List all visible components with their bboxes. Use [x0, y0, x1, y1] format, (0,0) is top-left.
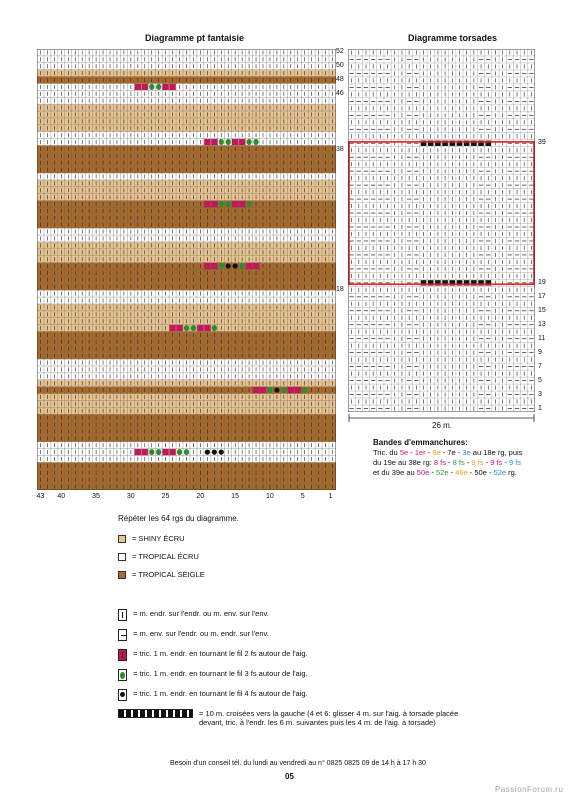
vertical-bar-icon [118, 609, 127, 621]
shiny-ecru-swatch [118, 535, 126, 543]
pink-stitch [169, 325, 175, 331]
pink-stitch [246, 263, 252, 269]
green-stitch [267, 387, 272, 393]
row-number-right: 13 [538, 320, 546, 328]
green-stitch [281, 387, 286, 393]
legend-tropical-seigle [118, 570, 205, 579]
armhole-token: - [440, 448, 448, 457]
armhole-heading: Bandes d'emmanchures: [373, 438, 468, 447]
armhole-token: 9e [432, 448, 441, 457]
left-chart-axis [30, 493, 340, 503]
black-symbol-label: = tric. 1 m. endr. en tournant le fil 4 fs autour de l'aig. [133, 689, 308, 698]
fancy-stitch-chart [37, 49, 336, 490]
armhole-line-3-prefix: et du 39e au [373, 468, 417, 477]
axis-label: 25 [161, 493, 170, 500]
pink-stitch [211, 263, 217, 269]
row-number-right: 3 [538, 390, 542, 398]
knit-symbol-label: = m. endr. sur l'endr. ou m. env. sur l'env. [133, 609, 269, 618]
pink-stitch [176, 325, 182, 331]
pink-stitch [253, 387, 259, 393]
row-number-left: 52 [336, 48, 344, 56]
armhole-line-2 [373, 458, 578, 468]
green-symbol-label: = tric. 1 m. endr. en tournant le fil 3 fs autour de l'aig. [133, 669, 308, 678]
cable-width-label: 26 m. [432, 421, 453, 430]
row-number-right: 1 [538, 404, 542, 412]
green-stitch [239, 263, 244, 269]
row-number-left: 38 [336, 146, 344, 154]
axis-label: 43 [36, 493, 45, 500]
armhole-token: 9 fs [471, 458, 484, 467]
legend-black-symbol [118, 689, 308, 701]
armhole-bands [373, 438, 578, 478]
row-number-left: 46 [336, 90, 344, 98]
armhole-token: 46e [455, 468, 468, 477]
row-number-right: 9 [538, 348, 542, 356]
armhole-token: - [448, 468, 456, 477]
row-number-right: 39 [538, 139, 546, 147]
armhole-token: 52e [435, 468, 449, 477]
green-stitch [184, 325, 189, 331]
green-stitch [149, 449, 154, 455]
watermark: PassionForum.ru [495, 785, 564, 794]
armhole-token: 7e [447, 448, 456, 457]
armhole-token: 50e [416, 468, 430, 477]
armhole-line-1 [373, 448, 578, 458]
axis-label: 5 [300, 493, 305, 500]
axis-label: 1 [328, 493, 333, 500]
axis-label: 15 [231, 493, 239, 500]
pink-stitch [295, 387, 301, 393]
armhole-token: rg. [506, 468, 517, 477]
pink-symbol-label: = tric. 1 m. endr. en tournant le fil 2 fs autour de l'aig. [133, 649, 308, 658]
horizontal-bar-icon [118, 629, 127, 641]
legend-tropical-ecru [118, 552, 199, 561]
row-number-right: 5 [538, 376, 542, 384]
legend-shiny-ecru [118, 534, 185, 543]
armhole-token: 8 fs [433, 458, 446, 467]
black-stitch [212, 449, 217, 454]
purl-symbol-label: = m. env. sur l'endr. ou m. endr. sur l'env. [133, 629, 269, 638]
pink-stitch [239, 139, 245, 145]
legend-pink-symbol [118, 649, 308, 661]
pink-stitch [197, 325, 203, 331]
row-number-left: 48 [336, 76, 344, 84]
axis-label: 30 [126, 493, 135, 500]
width-dimension-line [348, 414, 535, 422]
armhole-token: - [455, 448, 463, 457]
row-number-right: 17 [538, 292, 546, 300]
pink-stitch [135, 449, 141, 455]
row-number-right: 19 [538, 278, 546, 286]
black-stitch [205, 449, 210, 454]
pink-stitch [135, 84, 141, 90]
pink-stitch [204, 325, 210, 331]
cable-chart-row-numbers [330, 45, 570, 420]
pink-stitch [142, 84, 148, 90]
green-stitch [156, 449, 161, 455]
tropical-seigle-swatch [118, 571, 126, 579]
legend-knit-symbol [118, 609, 269, 621]
green-stitch [226, 139, 231, 145]
armhole-token: 8 fs [452, 458, 465, 467]
left-chart-title: Diagramme pt fantaisie [145, 33, 245, 43]
green-stitch [219, 201, 224, 207]
axis-label: 10 [265, 493, 274, 500]
pink-stitch [211, 139, 217, 145]
cable-cross-icon [118, 709, 193, 718]
armhole-token: - [408, 448, 415, 457]
pink-stitch [162, 84, 168, 90]
armhole-token: - [429, 468, 436, 477]
armhole-token: au 18e rg, puis [470, 448, 523, 457]
row-number-right: 7 [538, 362, 542, 370]
pink-stitch [232, 201, 238, 207]
armhole-line-3 [373, 468, 578, 478]
armhole-token: - [445, 458, 453, 467]
green-stitch [253, 139, 258, 145]
axis-label: 35 [92, 493, 100, 500]
tropical-ecru-label: = TROPICAL ÉCRU [132, 552, 199, 561]
pink-stitch [239, 201, 245, 207]
tropical-ecru-swatch [118, 553, 126, 561]
armhole-token: - [425, 448, 433, 457]
tropical-seigle-label: = TROPICAL SEIGLE [132, 570, 205, 579]
green-stitch [219, 263, 224, 269]
pink-stitch [204, 139, 210, 145]
green-stitch [226, 201, 231, 207]
green-stitch [302, 387, 307, 393]
pink-stitch [260, 387, 266, 393]
armhole-token: 9 fs [490, 458, 503, 467]
armhole-token: - [502, 458, 509, 467]
pink-stitch [162, 449, 168, 455]
row-number-right: 11 [538, 334, 546, 342]
right-chart-title: Diagramme torsades [408, 33, 498, 43]
cable-label-1: = 10 m. croisées vers la gauche (4 et 6: glisser 4 m. sur l'aig. à torsade placée [199, 709, 459, 718]
green-stitch [212, 325, 217, 331]
cable-label-2: devant, tric. à l'endr. les 6 m. suivantes puis les 4 m. de l'aig. à torsade) [199, 718, 436, 727]
armhole-token: 1er [414, 448, 426, 457]
pink-stitch [288, 387, 294, 393]
advice-text: Besoin d'un conseil tél. du lundi au vendredi au n° 0825 0825 09 de 14 h à 17 h 30 [170, 760, 426, 767]
axis-label: 40 [57, 493, 66, 500]
legend-green-symbol [118, 669, 308, 681]
armhole-line-1-prefix: Tric. du [373, 448, 400, 457]
pink-stitch [253, 263, 259, 269]
page-number: 05 [285, 772, 294, 781]
axis-label: 20 [196, 493, 205, 500]
repeat-note: Répéter les 64 rgs du diagramme. [118, 514, 239, 523]
green-three-strand-icon [118, 669, 127, 681]
row-number-right: 15 [538, 306, 546, 314]
pink-stitch [204, 263, 210, 269]
green-stitch [219, 139, 224, 145]
pink-stitch [169, 84, 175, 90]
armhole-token: 3e [462, 448, 471, 457]
green-stitch [184, 449, 189, 455]
black-stitch [219, 449, 224, 454]
pink-stitch [142, 449, 148, 455]
green-stitch [246, 139, 251, 145]
pink-stitch [232, 139, 238, 145]
shiny-ecru-label: = SHINY ÉCRU [132, 534, 185, 543]
armhole-token: 5e [399, 448, 409, 457]
black-stitch [226, 263, 231, 268]
row-number-left: 18 [336, 285, 344, 293]
green-stitch [156, 84, 161, 90]
green-stitch [246, 201, 251, 207]
pink-stitch [204, 201, 210, 207]
pink-stitch [211, 201, 217, 207]
armhole-token: 52e [493, 468, 507, 477]
cable-symbol-text [199, 709, 458, 727]
legend-purl-symbol [118, 629, 269, 641]
black-stitch [233, 263, 238, 268]
legend-cable-symbol [118, 709, 458, 727]
armhole-token: 9 fs [508, 458, 522, 467]
pink-two-strand-icon [118, 649, 127, 661]
pink-stitch [169, 449, 175, 455]
armhole-token: - [483, 458, 491, 467]
green-stitch [177, 449, 182, 455]
armhole-token: - 50e - [467, 468, 494, 477]
row-number-left: 50 [336, 62, 344, 70]
armhole-line-2-prefix: du 19e au 38e rg: [373, 458, 434, 467]
black-four-strand-icon [118, 689, 127, 701]
black-stitch [274, 387, 279, 392]
armhole-token: - [464, 458, 472, 467]
green-stitch [149, 84, 154, 90]
green-stitch [191, 325, 196, 331]
